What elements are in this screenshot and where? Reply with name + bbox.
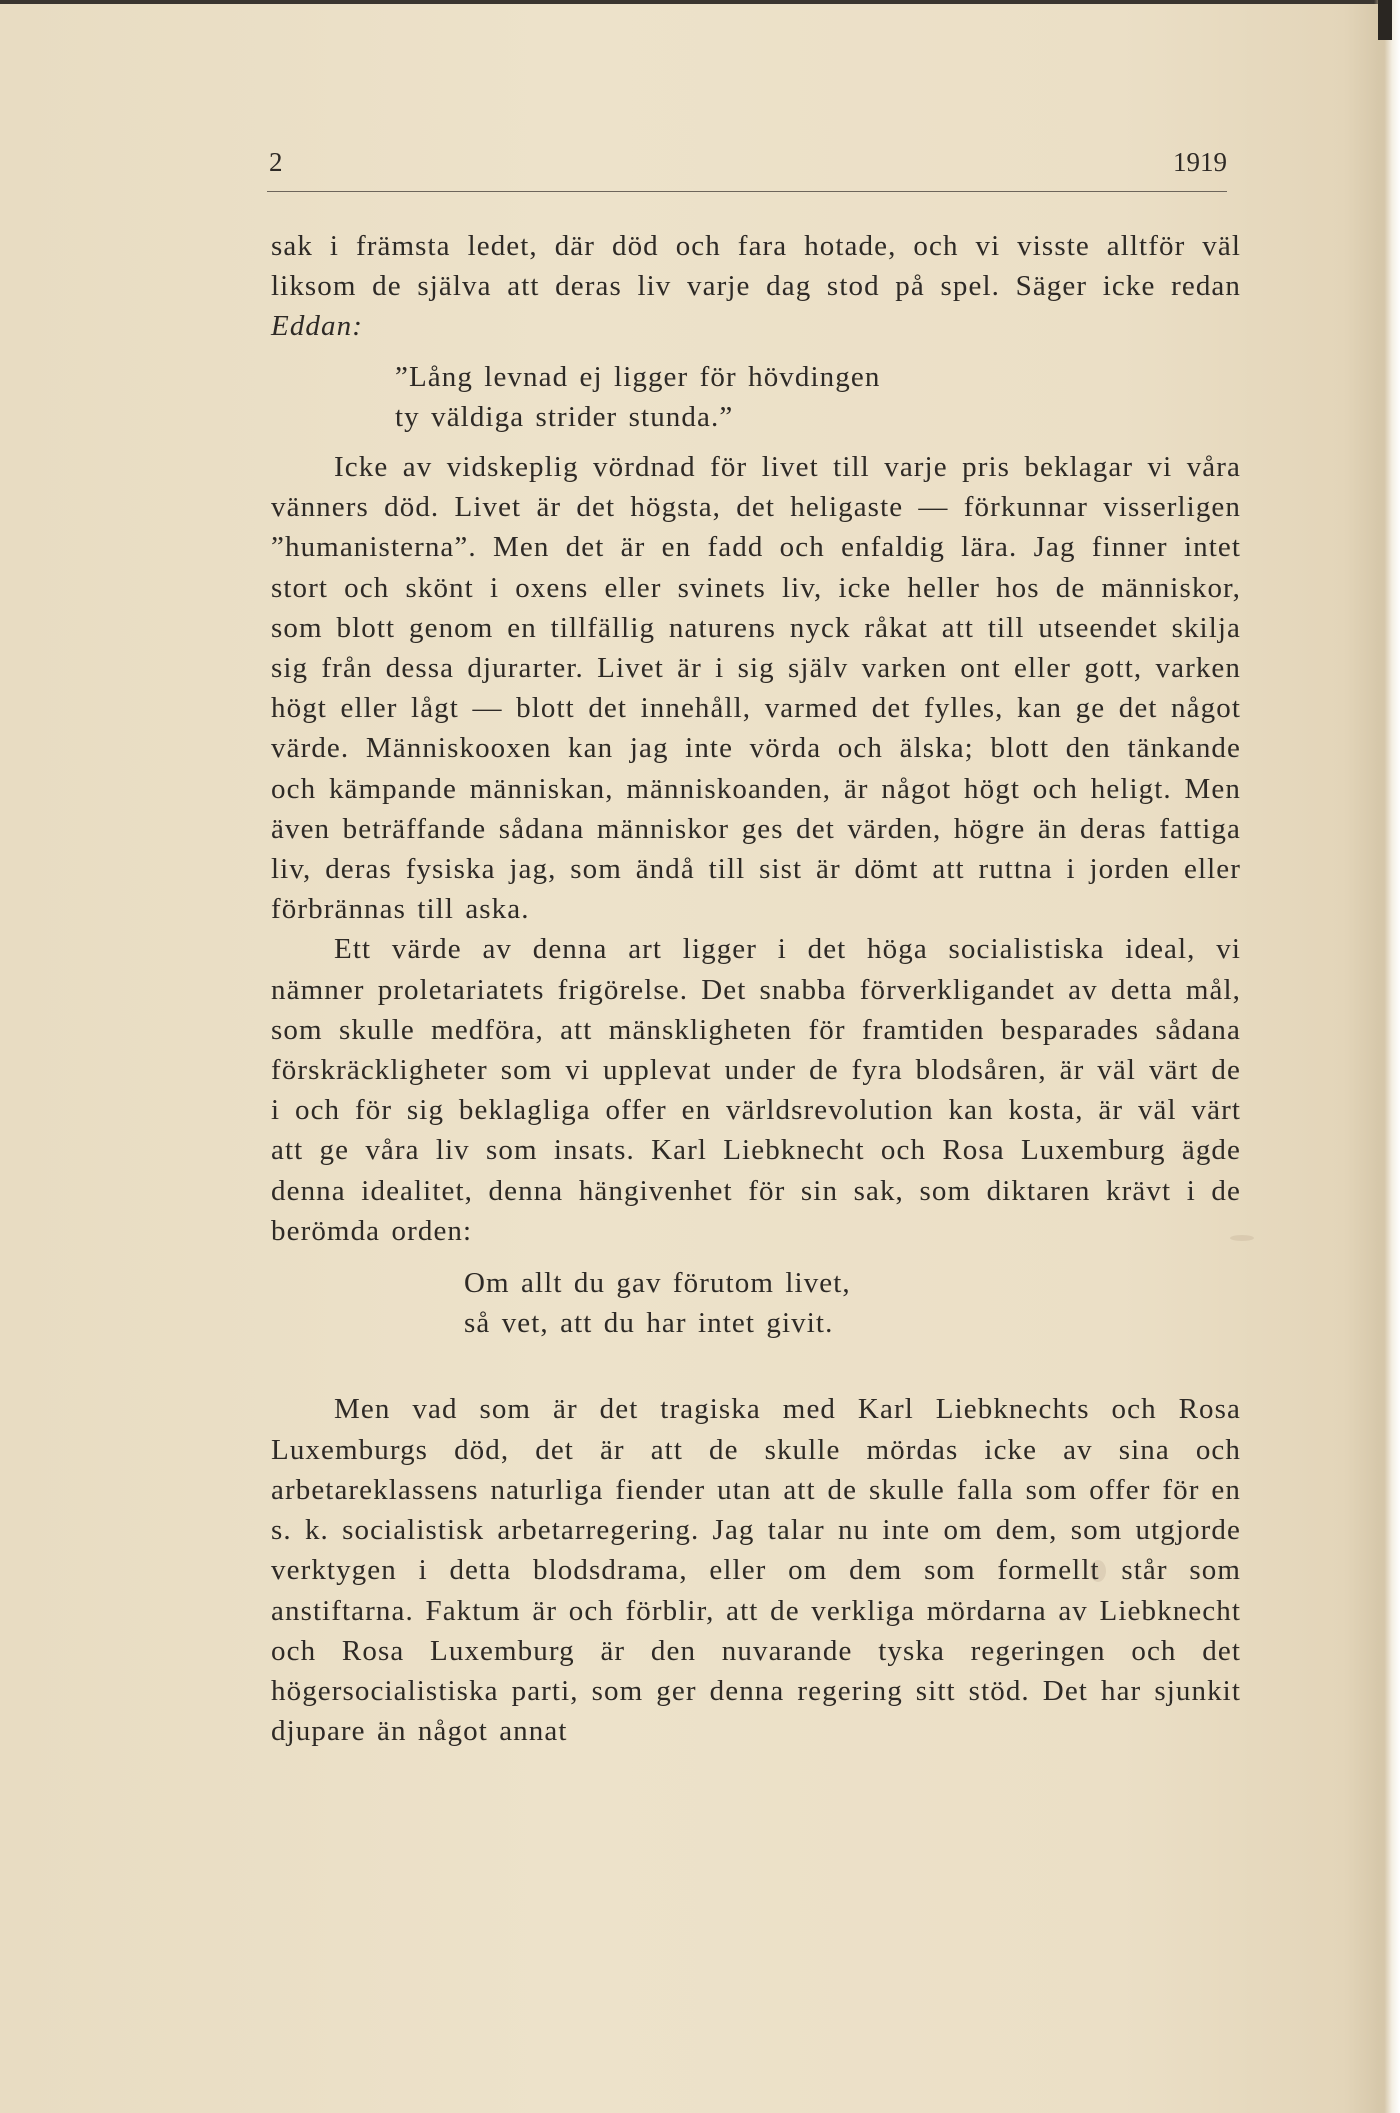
verse-2-line-2: så vet, att du har intet givit. (464, 1307, 834, 1340)
page-header (267, 143, 1227, 192)
paragraph-1-emphasis: Eddan: (271, 310, 363, 343)
paragraph-2: Icke av vidskeplig vördnad för livet till varje pris beklagar vi våra vänners död. Livet är det högsta, det heligaste — förkunnar visserligen ”humanisterna”. Men det är en fadd och enfaldig lära. Jag finner intet stort och skönt i oxens eller svinets liv, icke heller hos de människor, som blott genom en tillfällig naturens nyck råkat att till utseendet skilja sig från dessa djurarter. Livet är i sig själv varken ont eller gott, varken högt eller lågt — blott det innehåll, varmed det fylles, kan ge det något värde. Människooxen kan jag inte vörda och älska; blott den tänkande och kämpande människan, människoanden, är något högt och heligt. Men även beträffande sådana människor ges det värden, högre än deras fattiga liv, deras fysiska jag, som ändå till sist är dömt att ruttna i jorden eller förbrännas till aska. (271, 451, 1241, 926)
verse-quote-2 (271, 1263, 1241, 1343)
paragraph-3: Ett värde av denna art ligger i det höga socialistiska ideal, vi nämner proletariatets frigörelse. Det snabba förverkligandet av detta mål, som skulle medföra, att mänskligheten för framtiden besparades sådana förskräckligheter som vi upplevat under de fyra blodsåren, är väl värt de i och för sig beklagliga offer en världsrevolution kan kosta, är väl värt att ge våra liv som insats. Karl Liebknecht och Rosa Luxemburg ägde denna idealitet, denna hängivenhet för sin sak, som diktaren krävt i de berömda orden: (271, 933, 1241, 1247)
paragraph-1 (271, 226, 1241, 347)
scan-right-edge (1374, 0, 1400, 2113)
verse-2-line-1: Om allt du gav förutom livet, (464, 1267, 851, 1300)
verse-quote-1 (271, 357, 1241, 437)
body-text (271, 226, 1241, 1751)
verse-1-line-1: ”Lång levnad ej ligger för hövdingen (395, 360, 881, 393)
scan-corner-mark (1378, 0, 1392, 40)
page-number: 2 (269, 147, 283, 177)
paragraph-1-text: sak i främsta ledet, där död och fara hotade, och vi visste alltför väl liksom de själva att deras liv varje dag stod på spel. Säger icke redan (271, 230, 1241, 303)
scan-top-edge (0, 0, 1400, 4)
header-year: 1919 (1173, 147, 1227, 177)
verse-1-line-2: ty väldiga strider stunda.” (395, 400, 734, 433)
paragraph-4: Men vad som är det tragiska med Karl Liebknechts och Rosa Luxemburgs död, det är att de skulle mördas icke av sina och arbetareklassens naturliga fiender utan att de skulle falla som offer för en s. k. socialistisk arbetarregering. Jag talar nu inte om dem, som utgjorde verktygen i detta blodsdrama, eller om dem som formellt står som anstiftarna. Faktum är och förblir, att de verkliga mördarna av Liebknecht och Rosa Luxemburg är den nuvarande tyska regeringen och det högersocialistiska parti, som ger denna regering sitt stöd. Det har sjunkit djupare än något annat (271, 1393, 1241, 1748)
